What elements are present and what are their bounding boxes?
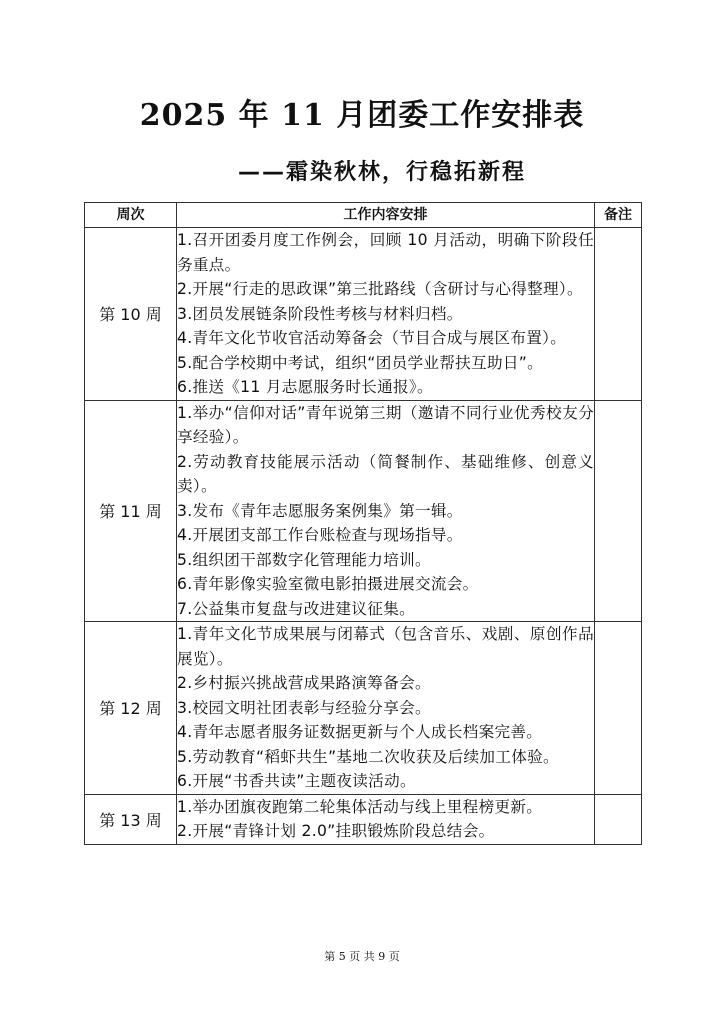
content-cell: [177, 622, 595, 795]
list-item: 5.组织团干部数字化管理能力培训。: [177, 550, 431, 569]
list-item: 6.青年影像实验室微电影拍摄进展交流会。: [177, 575, 479, 593]
week-cell: 第 11 周: [85, 400, 177, 622]
table-row: [85, 622, 642, 795]
list-item: 4.开展团支部工作台账检查与现场指导。: [177, 526, 463, 544]
list-item: 2.开展“行走的思政课”第三批路线（含研讨与心得整理）。: [177, 280, 583, 298]
content-cell: [177, 228, 595, 401]
list-item: 4.青年文化节收官活动筹备会（节目合成与展区布置）。: [177, 329, 567, 347]
list-item: 3.校园文明社团表彰与经验分享会。: [177, 698, 431, 717]
list-item: 1.举办“信仰对话”青年说第三期（邀请不同行业优秀校友分享经验）。: [177, 403, 594, 446]
list-item: 5.配合学校期中考试，组织“团员学业帮扶互助日”。: [177, 353, 544, 372]
header-content: 工作内容安排: [177, 203, 595, 228]
list-item: 1.青年文化节成果展与闭幕式（包含音乐、戏剧、原创作品展览）。: [177, 625, 594, 668]
week-cell: 第 13 周: [85, 794, 177, 844]
week-cell: 第 12 周: [85, 622, 177, 795]
list-item: 4.青年志愿者服务证数据更新与个人成长档案完善。: [177, 723, 543, 741]
list-item: 1.举办团旗夜跑第二轮集体活动与线上里程榜更新。: [177, 797, 543, 816]
list-item: 3.发布《青年志愿服务案例集》第一辑。: [177, 501, 463, 520]
header-note: 备注: [595, 203, 642, 228]
header-week: 周次: [85, 203, 177, 228]
note-cell: [595, 794, 642, 844]
schedule-table: [84, 202, 642, 845]
week-cell: 第 10 周: [85, 228, 177, 401]
document-subtitle: ——霜染秋林，行稳拓新程: [237, 160, 526, 185]
note-cell: [595, 622, 642, 795]
table-row: [85, 794, 642, 844]
page-number: 第 5 页 共 9 页: [324, 950, 400, 963]
document-title: 2025 年 11 月团委工作安排表: [139, 98, 585, 133]
list-item: 2.劳动教育技能展示活动（简餐制作、基础维修、创意义卖）。: [177, 452, 594, 495]
list-item: 6.推送《11 月志愿服务时长通报》。: [177, 378, 433, 396]
note-cell: [595, 228, 642, 401]
list-item: 2.开展“青锋计划 2.0”挂职锻炼阶段总结会。: [177, 822, 495, 840]
list-item: 5.劳动教育“稻虾共生”基地二次收获及后续加工体验。: [177, 747, 559, 766]
list-item: 1.召开团委月度工作例会，回顾 10 月活动，明确下阶段任务重点。: [177, 231, 594, 274]
list-item: 7.公益集市复盘与改进建议征集。: [177, 599, 415, 618]
content-cell: [177, 794, 595, 844]
table-row: [85, 228, 642, 401]
note-cell: [595, 400, 642, 622]
list-item: 3.团员发展链条阶段性考核与材料归档。: [177, 304, 463, 323]
table-header-row: [85, 203, 642, 228]
table-row: [85, 400, 642, 622]
content-cell: [177, 400, 595, 622]
list-item: 6.开展“书香共读”主题夜读活动。: [177, 772, 416, 790]
list-item: 2.乡村振兴挑战营成果路演筹备会。: [177, 674, 431, 692]
